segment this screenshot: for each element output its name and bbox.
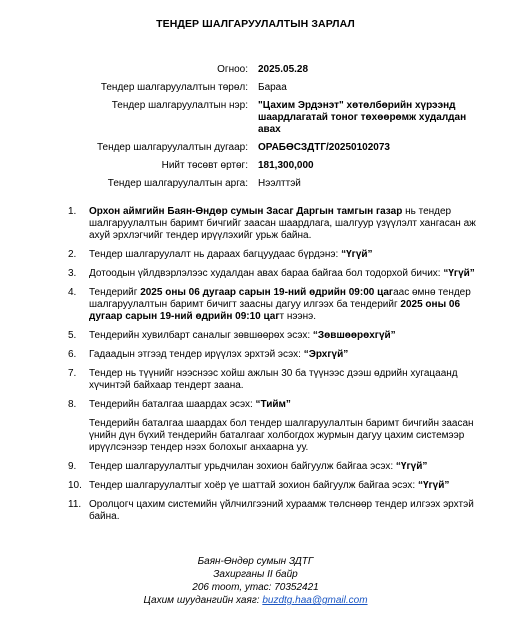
list-item-text <box>89 249 490 261</box>
emphasis-text: “Үгүй” <box>417 480 450 491</box>
body-text: т нээнэ. <box>279 311 317 322</box>
info-row <box>0 82 511 94</box>
emphasis-text: 2025 оны 06 дугаар сарын 19-ний өдрийн 09:10 цаг <box>89 299 461 322</box>
list-item-text <box>89 461 490 473</box>
list-item <box>68 268 490 280</box>
list-item-text <box>89 349 490 361</box>
list-item-text <box>89 287 490 323</box>
list-item-text <box>89 368 490 392</box>
info-label: Нийт төсөвт өртөг: <box>161 160 248 171</box>
list-item-text <box>89 330 490 342</box>
list-item-number: 8. <box>68 399 77 410</box>
info-row <box>0 100 511 136</box>
list-item <box>68 206 490 242</box>
list-item-number: 6. <box>68 349 77 360</box>
body-text: Дотоодын үйлдвэрлэлээс худалдан авах бараа байгаа бол тодорхой бичих: <box>89 268 444 279</box>
body-text: Оролцогч цахим системийн үйлчилгээний хураамж төлснөөр тендер илгээх эрхтэй байна. <box>89 499 474 522</box>
emphasis-text: “Тийм” <box>255 399 291 410</box>
info-row <box>0 142 511 154</box>
list-item <box>68 499 490 523</box>
emphasis-text: “Зөвшөөрөхгүй” <box>312 330 396 341</box>
list-item-text <box>89 268 490 280</box>
list-item-text <box>89 499 490 523</box>
footer-email-line <box>0 594 511 607</box>
list-item <box>68 461 490 473</box>
email-link[interactable]: buzdtg.haa@gmail.com <box>262 595 368 606</box>
list-item <box>68 399 490 411</box>
list-item-number: 3. <box>68 268 77 279</box>
tender-info-table <box>0 64 511 196</box>
list-item-number: 5. <box>68 330 77 341</box>
info-label: Тендер шалгаруулалтын төрөл: <box>100 82 248 93</box>
list-item-number: 10. <box>68 480 82 491</box>
list-item-number: 2. <box>68 249 77 260</box>
info-label: Тендер шалгаруулалтын арга: <box>107 178 248 189</box>
emphasis-text: “Үгүй” <box>341 249 373 260</box>
tender-conditions-list <box>68 206 490 530</box>
body-text: Тендерийн хувилбарт саналыг зөвшөөрөх эсэх: <box>89 330 313 341</box>
emphasis-text: “Үгүй” <box>443 268 475 279</box>
list-item <box>68 249 490 261</box>
info-value: Нээлттэй <box>258 178 301 189</box>
body-text: Тендер шалгаруулалтыг урьдчилан зохион байгуулж байгаа эсэх: <box>89 461 396 472</box>
list-item <box>68 287 490 323</box>
body-text: Гадаадын этгээд тендер ирүүлэх эрхтэй эсэх: <box>89 349 304 360</box>
body-text: Тендерийн баталгаа шаардах эсэх: <box>89 399 256 410</box>
body-text: Тендер шалгаруулалт нь дараах багцуудаас бүрдэнэ: <box>89 249 342 260</box>
body-text: нь тендер шалгаруулалтын баримт бичгийг заасан шаардлага, шалгуур үзүүлэлт хангасан аж ахуй эрхлэгчийг тендер ирүүлэхийг урьж байна. <box>89 206 476 241</box>
emphasis-text: “Үгүй” <box>395 461 428 472</box>
info-value: Бараа <box>258 82 287 93</box>
footer-building: Захирганы II байр <box>213 569 298 580</box>
list-item <box>68 368 490 392</box>
info-row <box>0 64 511 76</box>
list-item <box>68 349 490 361</box>
list-item-number: 7. <box>68 368 77 379</box>
list-item-text <box>89 399 490 411</box>
list-item-number: 1. <box>68 206 77 217</box>
document-title: ТЕНДЕР ШАЛГАРУУЛАЛТЫН ЗАРЛАЛ <box>156 18 355 30</box>
footer-room-phone: 206 тоот, утас: 70352421 <box>192 582 319 593</box>
body-text: Тендер нь түүнийг нээснээс хойш ажлын 30 ба түүнээс дээш өдрийн хугацаанд хүчинтэй байхаар тендерт заана. <box>89 368 458 391</box>
list-item-text <box>89 206 490 242</box>
list-item-number: 9. <box>68 461 77 472</box>
footer-org: Баян-Өндөр сумын ЗДТГ <box>197 556 314 567</box>
list-item <box>68 330 490 342</box>
info-value: ОРАБӨСЗДТГ/20250102073 <box>258 142 390 153</box>
footer-email-label: Цахим шуудангийн хаяг: <box>143 595 263 606</box>
info-value: 181,300,000 <box>258 160 314 171</box>
list-item-note: Тендерийн баталгаа шаардах бол тендер шалгаруулалтын баримт бичгийн заасан үнийн дүн бүхий тендерийн баталгааг холбогдох журмын дагуу цахим системээр ирүүлсэнээр тендер нээх болохыг анхаарна уу. <box>89 418 474 453</box>
list-item-number: 4. <box>68 287 77 298</box>
emphasis-text: “Эрхгүй” <box>303 349 349 360</box>
emphasis-text: 2025 оны 06 дугаар сарын 19-ний өдрийн 09:00 цаг <box>140 287 394 298</box>
body-text: аас өмнө тендер шалгаруулалтын баримт бичигт заасны дагуу илгээх ба тендерийг <box>89 287 471 310</box>
body-text: Тендерийг <box>89 287 141 298</box>
info-label: Огноо: <box>217 64 248 75</box>
info-label: Тендер шалгаруулалтын нэр: <box>111 100 248 111</box>
list-item <box>68 480 490 492</box>
footer-contact <box>0 555 511 607</box>
list-item-text <box>89 480 490 492</box>
info-value: "Цахим Эрдэнэт" хөтөлбөрийн хүрээнд шаардлагатай тоног төхөөрөмж худалдан авах <box>258 100 467 135</box>
info-value: 2025.05.28 <box>258 64 309 75</box>
body-text: Тендер шалгаруулалтыг хоёр үе шаттай зохион байгуулж байгаа эсэх: <box>89 480 418 491</box>
info-label: Тендер шалгаруулалтын дугаар: <box>96 142 248 153</box>
info-row <box>0 178 511 190</box>
info-row <box>0 160 511 172</box>
emphasis-text: Орхон аймгийн Баян-Өндөр сумын Засаг Даргын тамгын газар <box>89 206 403 217</box>
list-item-number: 11. <box>68 499 82 510</box>
